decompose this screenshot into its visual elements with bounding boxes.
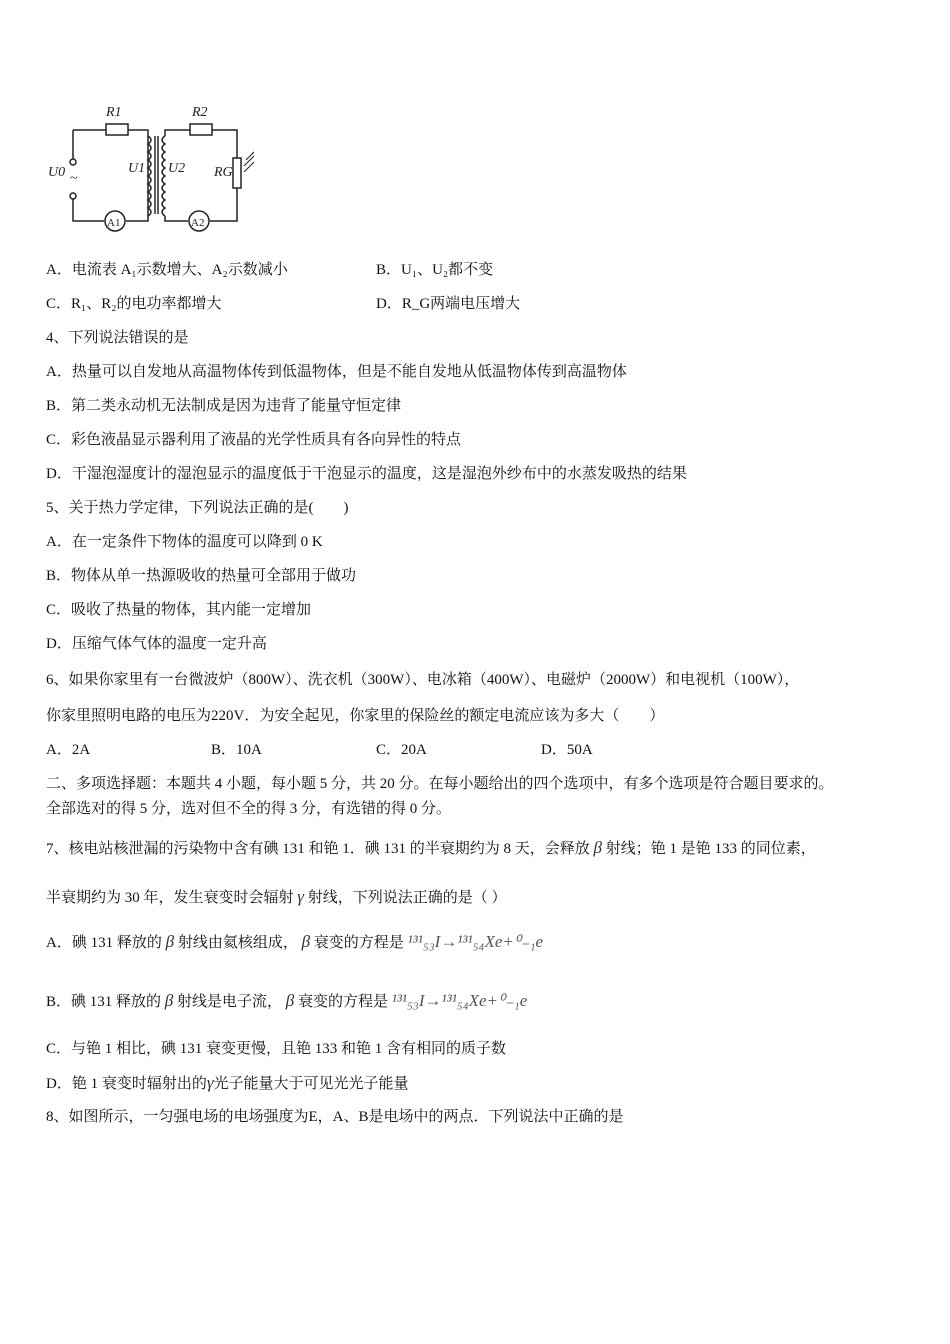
q6-stem-line2: 你家里照明电路的电压为220V．为安全起见，你家里的保险丝的额定电流应该为多大（ ）: [46, 708, 665, 724]
q7-stem-line2: 半衰期约为 30 年，发生衰变时会辐射 γ 射线，下列说法正确的是（ ）: [46, 887, 507, 906]
q4-stem: 4、下列说法错误的是: [46, 330, 189, 346]
section2-instructions: 全部选对的得 5 分，选对但不全的得 3 分，有选错的得 0 分。: [46, 801, 452, 817]
q5-option-d: D．压缩气体气体的温度一定升高: [46, 636, 267, 652]
q7-option-c: C．与铯 1 相比，碘 131 衰变更慢，且铯 133 和铯 1 含有相同的质子数: [46, 1041, 507, 1057]
q6-option-b: B．10A: [211, 742, 262, 758]
q5-option-b: B．物体从单一热源吸收的热量可全部用于做功: [46, 568, 357, 584]
decay-equation: ¹³¹₅₃I→¹³¹₅₄Xe+⁰₋₁e: [407, 932, 544, 951]
q5-option-a: A．在一定条件下物体的温度可以降到 0 K: [46, 534, 323, 550]
q4-option-b: B．第二类永动机无法制成是因为违背了能量守恒定律: [46, 398, 402, 414]
q5-stem: 5、关于热力学定律，下列说法正确的是( ): [46, 500, 349, 516]
q4-option-c: C．彩色液晶显示器利用了液晶的光学性质具有各向异性的特点: [46, 432, 462, 448]
label-u2: U2: [168, 161, 186, 176]
q6-option-d: D．50A: [541, 742, 593, 758]
q3-option-d: D．R_G两端电压增大: [376, 296, 521, 312]
q7-option-d: D．铯 1 衰变时辐射出的γ光子能量大于可见光光子能量: [46, 1073, 409, 1092]
q6-option-a: A．2A: [46, 742, 91, 758]
q3-option-c: C．R₁、R₂的电功率都增大: [46, 296, 222, 312]
label-u0: U0: [48, 165, 66, 180]
transformer-circuit-diagram: [44, 96, 254, 236]
q7-option-b: B．碘 131 释放的 β 射线是电子流， β 衰变的方程是 ¹³¹₅₃I→¹³¹₅₄Xe+⁰₋₁e: [46, 991, 528, 1010]
gamma-symbol: γ: [297, 887, 304, 906]
q6-stem-line1: 6、如果你家里有一台微波炉（800W）、洗衣机（300W）、电冰箱（400W）、电磁炉（2000W）和电视机（100W），: [46, 672, 800, 688]
q3-option-a: A．电流表 A₁示数增大、A₂示数减小: [46, 262, 288, 278]
beta-symbol: β: [593, 838, 602, 857]
label-u1: U1: [128, 161, 146, 176]
svg-text:~: ~: [70, 171, 78, 186]
q7-option-a: A．碘 131 释放的 β 射线由氦核组成， β 衰变的方程是 ¹³¹₅₃I→¹³¹₅₄Xe+⁰₋₁e: [46, 932, 544, 951]
label-a1: A1: [107, 217, 121, 229]
label-rg: RG: [214, 165, 233, 180]
label-r1: R1: [106, 105, 122, 120]
q4-option-a: A．热量可以自发地从高温物体传到低温物体，但是不能自发地从低温物体传到高温物体: [46, 364, 627, 380]
decay-equation: ¹³¹₅₃I→¹³¹₅₄Xe+⁰₋₁e: [391, 991, 528, 1010]
q7-stem-line1: 7、核电站核泄漏的污染物中含有碘 131 和铯 1．碘 131 的半衰期约为 8 天，会释放 β 射线；铯 1 是铯 133 的同位素，: [46, 838, 816, 857]
q5-option-c: C．吸收了热量的物体，其内能一定增加: [46, 602, 312, 618]
q3-option-b: B．U₁、U₂都不变: [376, 262, 494, 278]
q8-stem: 8、如图所示，一匀强电场的电场强度为E，A、B是电场中的两点．下列说法中正确的是: [46, 1109, 624, 1125]
q6-option-c: C．20A: [376, 742, 427, 758]
q4-option-d: D．干湿泡湿度计的湿泡显示的温度低于干泡显示的温度，这是湿泡外纱布中的水蒸发吸热的结果: [46, 466, 687, 482]
section2-heading: 二、多项选择题：本题共 4 小题，每小题 5 分，共 20 分。在每小题给出的四个选项中，有多个选项是符合题目要求的。: [46, 776, 834, 792]
label-a2: A2: [191, 217, 205, 229]
label-r2: R2: [192, 105, 208, 120]
